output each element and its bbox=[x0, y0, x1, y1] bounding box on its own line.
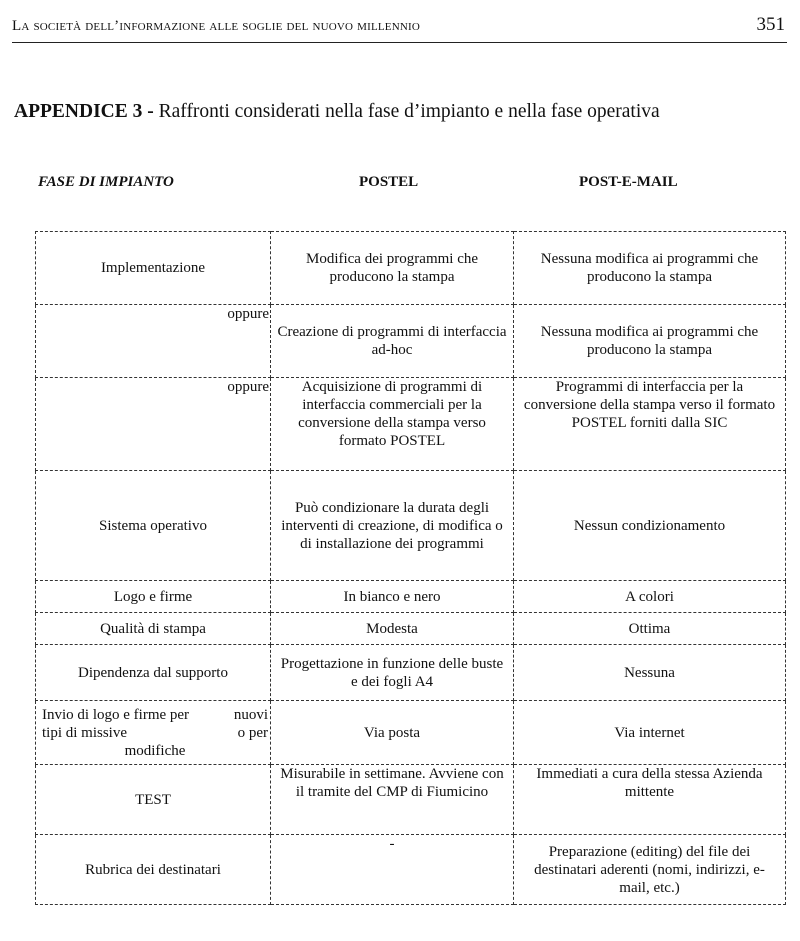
table-row bbox=[36, 471, 786, 581]
post-e-mail-cell: Nessuna modifica ai programmi che producono la stampa bbox=[514, 305, 786, 378]
postel-cell: Creazione di programmi di interfaccia ad-hoc bbox=[271, 305, 514, 378]
postel-cell: Progettazione in funzione delle buste e dei fogli A4 bbox=[271, 645, 514, 701]
fase-line-part: Invio di logo e firme per bbox=[42, 706, 190, 723]
table-row bbox=[36, 378, 786, 471]
appendix-heading bbox=[14, 101, 660, 123]
fase-cell bbox=[36, 378, 271, 471]
fase-cell: Rubrica dei destinatari bbox=[36, 835, 271, 905]
post-e-mail-cell: Preparazione (editing) del file dei destinatari aderenti (nomi, indirizzi, e-mail, etc.) bbox=[514, 835, 786, 905]
appendix-separator: - bbox=[142, 101, 159, 122]
column-header-fase: FASE DI IMPIANTO bbox=[38, 174, 174, 190]
fase-cell: TEST bbox=[36, 765, 271, 835]
fase-cell: Dipendenza dal supporto bbox=[36, 645, 271, 701]
fase-cell bbox=[36, 305, 271, 378]
fase-cell: Qualità di stampa bbox=[36, 613, 271, 645]
fase-multiline-text bbox=[42, 706, 268, 760]
post-e-mail-cell: Immediati a cura della stessa Azienda mittente bbox=[514, 765, 786, 835]
fase-line-part: tipi di missive bbox=[42, 724, 128, 741]
table-row bbox=[36, 613, 786, 645]
table-row bbox=[36, 765, 786, 835]
table-row bbox=[36, 645, 786, 701]
table-row bbox=[36, 581, 786, 613]
post-e-mail-cell: Nessuna modifica ai programmi che producono la stampa bbox=[514, 232, 786, 305]
table-row bbox=[36, 232, 786, 305]
fase-cell: Logo e firme bbox=[36, 581, 271, 613]
fase-line-part: modifiche bbox=[124, 742, 186, 759]
post-e-mail-cell: Programmi di interfaccia per la conversione della stampa verso il formato POSTEL forniti dalla SIC bbox=[514, 378, 786, 471]
fase-line-part: nuovi bbox=[233, 706, 268, 723]
postel-cell: Può condizionare la durata degli interventi di creazione, di modifica o di installazione dei programmi bbox=[271, 471, 514, 581]
column-header-post-e-mail: POST-E-MAIL bbox=[579, 174, 678, 190]
postel-cell: - bbox=[271, 835, 514, 905]
appendix-title: Raffronti considerati nella fase d’impianto e nella fase operativa bbox=[158, 101, 660, 122]
appendix-label: APPENDICE 3 bbox=[14, 101, 143, 122]
oppure-note: oppure bbox=[227, 306, 269, 322]
fase-cell: Implementazione bbox=[36, 232, 271, 305]
page-number: 351 bbox=[756, 14, 785, 35]
fase-line-part: o per bbox=[237, 724, 268, 741]
fase-line bbox=[42, 724, 268, 741]
column-header-postel: POSTEL bbox=[359, 174, 419, 190]
postel-cell: Via posta bbox=[271, 701, 514, 765]
post-e-mail-cell: Nessun condizionamento bbox=[514, 471, 786, 581]
comparison-table bbox=[35, 231, 786, 905]
oppure-note: oppure bbox=[227, 379, 269, 395]
table-row bbox=[36, 835, 786, 905]
post-e-mail-cell: Nessuna bbox=[514, 645, 786, 701]
postel-cell: Modesta bbox=[271, 613, 514, 645]
table-row bbox=[36, 305, 786, 378]
postel-cell: Acquisizione di programmi di interfaccia commerciali per la conversione della stampa verso formato POSTEL bbox=[271, 378, 514, 471]
postel-cell: Modifica dei programmi che producono la stampa bbox=[271, 232, 514, 305]
postel-cell: In bianco e nero bbox=[271, 581, 514, 613]
post-e-mail-cell: Ottima bbox=[514, 613, 786, 645]
fase-cell bbox=[36, 701, 271, 765]
fase-line bbox=[42, 706, 268, 723]
postel-cell: Misurabile in settimane. Avviene con il tramite del CMP di Fiumicino bbox=[271, 765, 514, 835]
fase-cell: Sistema operativo bbox=[36, 471, 271, 581]
post-e-mail-cell: Via internet bbox=[514, 701, 786, 765]
running-title: La società dell’informazione alle soglie del nuovo millennio bbox=[12, 18, 421, 34]
table-row bbox=[36, 701, 786, 765]
post-e-mail-cell: A colori bbox=[514, 581, 786, 613]
running-header bbox=[12, 8, 787, 43]
